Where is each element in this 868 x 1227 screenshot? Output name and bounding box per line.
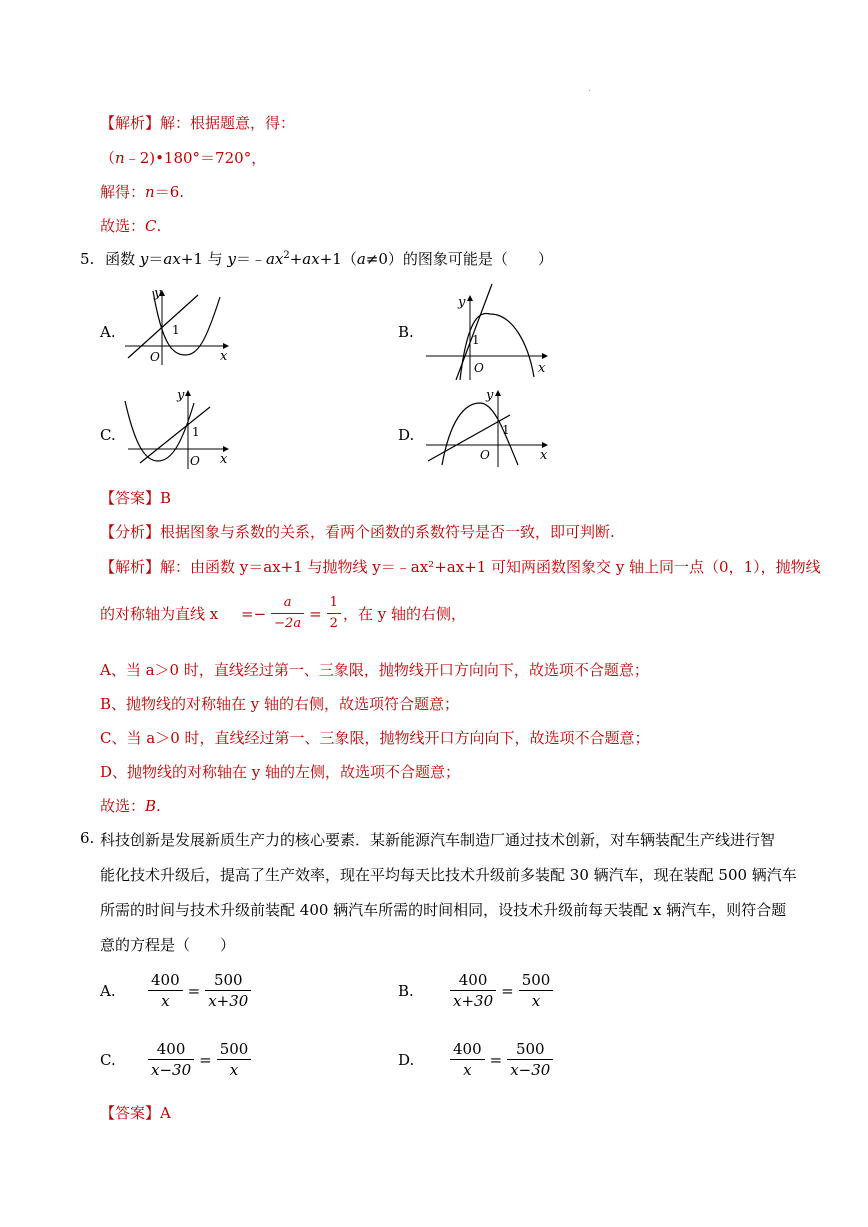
q5-item-a: A、当 a＞0 时，直线经过第一、三象限，抛物线开口方向向下，故选项不合题意； (100, 661, 649, 679)
origin-label: O (474, 361, 484, 375)
right-fraction: $\frac{500}{x-30}$ (507, 1040, 553, 1079)
q6-stem-line2: 能化技术升级后，提高了生产效率，现在平均每天比技术升级前多装配 30 辆汽车，现在装配 500 辆汽车 (100, 866, 797, 884)
q6-answer (100, 1102, 171, 1123)
y-axis-label: y (458, 295, 466, 310)
y-axis-label: y (177, 388, 185, 403)
q5-option-d-label: D. (398, 426, 415, 444)
origin-label: O (190, 454, 200, 468)
q6-option-a: A. $\frac{400}{x}$ = $\frac{500}{x+30}$ (100, 971, 253, 1010)
left-fraction: $\frac{400}{x}$ (450, 1040, 485, 1079)
q4-solution-text: 解：根据题意，得： (160, 114, 296, 132)
origin-label: O (480, 448, 490, 462)
solution-text: 解：由函数 y＝ax+1 与抛物线 y＝﹣ax²+ax+1 可知两函数图象交 y 轴上同一点（0，1），抛物线 (160, 558, 821, 576)
right-fraction: $\frac{500}{x}$ (519, 971, 554, 1010)
q5-final-choice: 故选：B. (100, 797, 161, 815)
intercept-label: 1 (502, 423, 510, 437)
analysis-label: 【分析】 (100, 523, 161, 541)
q5-item-c: C、当 a＞0 时，直线经过第一、三象限，抛物线开口方向向下，故选项不合题意； (100, 729, 650, 747)
q5-solution-line1 (100, 556, 821, 577)
q6-option-b: B. $\frac{400}{x+30}$ = $\frac{500}{x}$ (398, 971, 555, 1010)
q5-stem: 5. 函数 y＝ax+1 与 $y=﹣ax^2+ax+1(a\ne 0)$的图象可能是（ ） (80, 250, 553, 268)
parabola-graph (125, 401, 194, 461)
eq-sign: = (309, 604, 322, 623)
intercept-label: 1 (192, 425, 200, 439)
q6-stem-line4: 意的方程是（ ） (100, 936, 236, 954)
answer-value: B (160, 489, 172, 507)
q4-solution-line3: 解得：n＝6. (100, 183, 184, 201)
q5-option-b-label: B. (398, 323, 414, 341)
q6-stem-line3: 所需的时间与技术升级前装配 400 辆汽车所需的时间相同，设技术升级前每天装配 x 辆汽车，则符合题 (100, 901, 787, 919)
parabola-graph (153, 291, 220, 355)
left-fraction: $\frac{400}{x-30}$ (148, 1040, 194, 1079)
q5-solution-line2: 的对称轴为直线 x =− $\frac{a}{-2a}$ = $\frac{1}{2}$ ，在 y 轴的右侧， (100, 595, 466, 631)
intercept-label: 1 (472, 333, 480, 347)
eq-minus: =− (241, 604, 267, 623)
q5-analysis (100, 521, 615, 542)
q6-stem-line1: 科技创新是发展新质生产力的核心要素．某新能源汽车制造厂通过技术创新，对车辆装配生产线进行智 (100, 831, 776, 849)
answer-label: 【答案】 (100, 1104, 161, 1122)
q5-graph-a (120, 283, 235, 368)
q6-option-c: C. $\frac{400}{x-30}$ = $\frac{500}{x}$ (100, 1040, 253, 1079)
q4-solution-line1 (100, 112, 295, 133)
solution-label: 【解析】 (100, 558, 161, 576)
fraction-one-half: $\frac{1}{2}$ (327, 594, 341, 633)
y-axis-label: y (486, 388, 494, 403)
q5-answer (100, 487, 171, 508)
q5-graph-c (120, 385, 235, 470)
q4-solution-label: 【解析】 (100, 114, 161, 132)
q5-graph-b (422, 282, 554, 380)
origin-label: O (150, 350, 160, 364)
q5-option-c-label: C. (100, 426, 116, 444)
q6-option-d: D. $\frac{400}{x}$ = $\frac{500}{x-30}$ (398, 1040, 555, 1079)
left-fraction: $\frac{400}{x+30}$ (450, 971, 496, 1010)
right-fraction: $\frac{500}{x}$ (217, 1040, 252, 1079)
x-axis-label: x (540, 448, 548, 463)
q4-final-choice: 故选：C. (100, 217, 162, 235)
answer-label: 【答案】 (100, 489, 161, 507)
y-axis-label: y (154, 286, 162, 301)
q6-number: 6. (80, 829, 95, 847)
q5-number: 5. (80, 250, 95, 268)
q5-option-a-label: A. (100, 323, 116, 341)
x-axis-label: x (220, 452, 228, 467)
x-axis-label: x (538, 361, 546, 376)
q5-graph-d (422, 385, 554, 470)
q5-item-d: D、抛物线的对称轴在 y 轴的左侧，故选项不合题意； (100, 763, 461, 781)
answer-value: A (160, 1104, 171, 1122)
q5-item-b: B、抛物线的对称轴在 y 轴的右侧，故选项符合题意； (100, 695, 460, 713)
intercept-label: 1 (172, 323, 180, 337)
fraction-a-over-neg2a: $\frac{a}{-2a}$ (271, 594, 304, 633)
right-fraction: $\frac{500}{x+30}$ (205, 971, 251, 1010)
analysis-text: 根据图象与系数的关系，看两个函数的系数符号是否一致，即可判断. (160, 523, 615, 541)
left-fraction: $\frac{400}{x}$ (148, 971, 183, 1010)
x-axis-label: x (220, 349, 228, 364)
line-graph (128, 295, 198, 358)
q4-solution-line2: （n﹣2)•180°＝720°， (100, 149, 267, 167)
top-mark: . (588, 84, 591, 94)
